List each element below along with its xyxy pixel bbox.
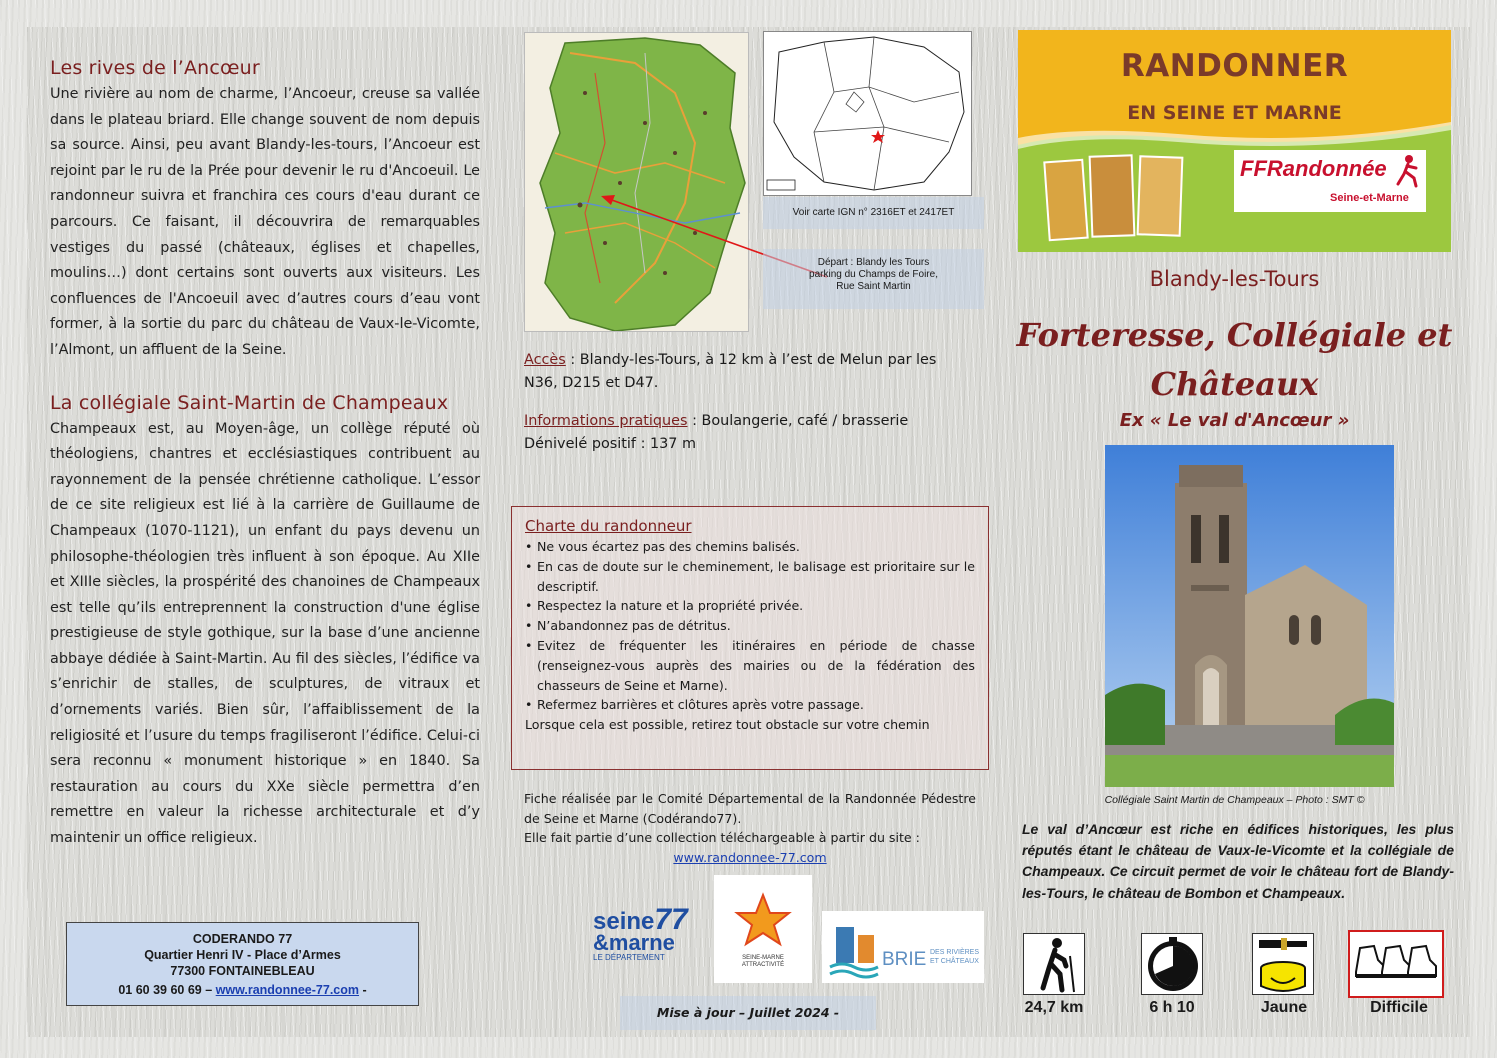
duration-stat-box	[1141, 933, 1203, 995]
address-dash: -	[362, 983, 367, 997]
ff-logo-text: FFRandonnée	[1240, 156, 1387, 181]
logo-brie-sub1: DES RIVIÈRES	[930, 949, 980, 956]
fiche-text-2: Elle fait partie d’une collection téléchargeable à partir du site :	[524, 830, 920, 846]
section-title-rives: Les rives de l’Ancœur	[50, 57, 260, 79]
charte-last: Lorsque cela est possible, retirez tout obstacle sur votre chemin	[525, 717, 930, 733]
guidebook-image	[1089, 154, 1136, 237]
ign-map-note: Voir carte IGN n° 2316ET et 2417ET	[763, 197, 984, 229]
logo-seine-text: seine	[593, 908, 655, 935]
depart-line-2: parking du Champs de Foire,	[809, 269, 938, 280]
location-map	[763, 31, 972, 196]
church-photo	[1105, 445, 1394, 787]
charte-item: • En cas de doute sur le cheminement, le balisage est prioritaire sur le descriptif.	[525, 557, 975, 597]
logo-marne-text: &marne	[593, 930, 675, 955]
acces-paragraph	[524, 349, 974, 395]
info-label: Informations pratiques	[524, 413, 688, 429]
logo-attractivite-text: SEINE-MARNE ATTRACTIVITÉ	[741, 955, 785, 968]
hike-title: Forteresse, Collégiale et Châteaux	[1016, 316, 1453, 403]
acces-label: Accès	[524, 352, 566, 368]
castle-icon	[828, 919, 884, 979]
regional-map-graphic	[525, 33, 749, 332]
charte-box	[511, 506, 989, 770]
balisage-stat-box	[1252, 933, 1314, 995]
difficulty-value: Difficile	[1370, 999, 1428, 1016]
hiker-logo-icon	[1394, 154, 1420, 188]
charte-title: Charte du randonneur	[525, 517, 692, 535]
acces-text: : Blandy-les-Tours, à 12 km à l’est de Melun par les N36, D215 et D47.	[524, 352, 937, 391]
boots-icon	[1350, 932, 1442, 996]
depart-note	[763, 249, 984, 309]
address-box	[66, 922, 419, 1006]
regional-map	[524, 32, 749, 332]
section-text-collegiale: Champeaux est, au Moyen-âge, un collège réputé où théologiens, chantres et ecclésiastiques contribuent au rayonnement de la pensée chrétienne catholique. L’essor de ce site religieux est lié à la carrière de Guillaume de Champeaux (1070-1121), un enfant du pays devenu un philosophe-théologien très influent à son époque. Au XIIe et XIIIe siècles, la prospérité des chanoines de Champeaux est telle qu’ils entreprennent la construction d'une église prestigieuse de style gothique, sur la base d’une ancienne abbaye dédiée à Saint-Martin. Au fil des siècles, l’édifice va s’enrichir de stalles, de sculptures, de vitraux et d’ornements variés. Bien sûr, l’affaiblissement de la religiosité et l’usure du temps fragiliseront l’édifice. Celui-ci sera reconnu « monument historique » en 1840. Sa restauration au cours du XXe siècle permettra d’en remettre en valeur la richesse architecturale et d’y maintenir un office religieux.	[50, 420, 480, 847]
brochure-page	[27, 27, 1470, 1037]
info-paragraph	[524, 410, 974, 433]
paint-marker-icon	[1253, 934, 1315, 996]
hiker-icon	[1024, 934, 1086, 996]
logo-brie-sub2: ET CHÂTEAUX	[930, 958, 979, 965]
clock-icon	[1142, 934, 1204, 996]
address-phone: 01 60 39 60 69 –	[118, 983, 213, 997]
fiche-website-link[interactable]: www.randonnee-77.com	[673, 849, 827, 865]
distance-value: 24,7 km	[1024, 999, 1084, 1016]
access-info	[524, 349, 974, 456]
fiche-credits	[524, 789, 976, 867]
charte-item: • Ne vous écartez pas des chemins balisés.	[525, 537, 975, 557]
charte-list	[525, 537, 975, 715]
info-text: : Boulangerie, café / brasserie	[687, 413, 909, 429]
difficulty-stat-box	[1348, 930, 1444, 998]
address-contact	[67, 982, 418, 998]
distance-stat-box	[1023, 933, 1085, 995]
depart-line-3: Rue Saint Martin	[836, 281, 911, 292]
charte-item: • Evitez de fréquenter les itinéraires en période de chasse (renseignez-vous auprès des mairies ou de la fédération des chasseurs de Seine et Marne).	[525, 636, 975, 695]
logo-dept-text: LE DÉPARTEMENT	[593, 953, 665, 962]
address-street: Quartier Henri IV - Place d’Armes	[144, 948, 341, 962]
address-website-link[interactable]: www.randonnee-77.com	[215, 983, 359, 997]
banner-title: RANDONNER	[1120, 48, 1349, 84]
hike-subtitle: Ex « Le val d'Ancœur »	[1119, 410, 1350, 431]
update-date: Mise à jour – Juillet 2024 -	[620, 996, 876, 1030]
fiche-text: Fiche réalisée par le Comité Départemental de la Randonnée Pédestre de Seine et Marne (Codérando77).	[524, 791, 976, 826]
guidebook-image	[1043, 159, 1088, 242]
hike-summary: Le val d’Ancœur est riche en édifices historiques, les plus réputés étant le château de Vaux-le-Vicomte et la collégiale de Champeaux. Ce circuit permet de voir le château fort de Blandy-les-Tours, le château de Bombon et Champeaux.	[1022, 821, 1454, 901]
banner-subtitle: EN SEINE ET MARNE	[1127, 102, 1342, 124]
duration-value: 6 h 10	[1149, 999, 1195, 1016]
banner	[1018, 30, 1451, 252]
section-title-collegiale: La collégiale Saint-Martin de Champeaux	[50, 391, 449, 414]
seine-et-marne-logo	[593, 897, 713, 987]
guidebook-image	[1137, 155, 1184, 236]
ffrandonnee-logo	[1234, 150, 1426, 212]
church-photo-graphic	[1105, 445, 1394, 787]
brie-logo	[822, 911, 984, 983]
charte-item: • Respectez la nature et la propriété privée.	[525, 596, 975, 616]
section-text-rives: Une rivière au nom de charme, l’Ancoeur, creuse sa vallée dans le plateau briard. Elle change souvent de nom depuis sa source. Ainsi, peu avant Blandy-les-tours, l’Ancoeur est rejoint par le ru de la Prée pour devenir le ru d'Ancoeuil. Le randonneur suivra et franchira ces cours d'eau durant ce parcours. Ce faisant, il découvrira de remarquables vestiges du passé (châteaux, églises et chapelles, moulins…) dont certains sont ouverts aux visiteurs. Les confluences de l'Ancoeuil avec d’autres cours d’eau vont former, à la sortie du parc du château de Vaux-le-Vicomte, l’Almont, un affluent de la Seine.	[50, 86, 480, 358]
charte-item: • N’abandonnez pas de détritus.	[525, 616, 975, 636]
address-city: 77300 FONTAINEBLEAU	[170, 964, 315, 978]
address-org: CODERANDO 77	[192, 932, 293, 946]
denivele: Dénivelé positif : 137 m	[524, 436, 697, 452]
location-map-graphic	[764, 32, 971, 195]
charte-item: • Refermez barrières et clôtures après votre passage.	[525, 695, 975, 715]
attractivite-logo	[714, 875, 812, 983]
photo-caption: Collégiale Saint Martin de Champeaux – Photo : SMT ©	[1104, 794, 1365, 806]
logo-brie-text: BRIE	[882, 949, 927, 970]
left-column	[50, 57, 480, 852]
balisage-value: Jaune	[1260, 999, 1308, 1016]
ff-logo-sub: Seine-et-Marne	[1330, 192, 1409, 204]
place-name: Blandy-les-Tours	[1149, 267, 1320, 291]
logo-77-text: 77	[654, 903, 688, 936]
depart-line-1: Départ : Blandy les Tours	[817, 257, 930, 268]
star-icon	[733, 891, 793, 951]
